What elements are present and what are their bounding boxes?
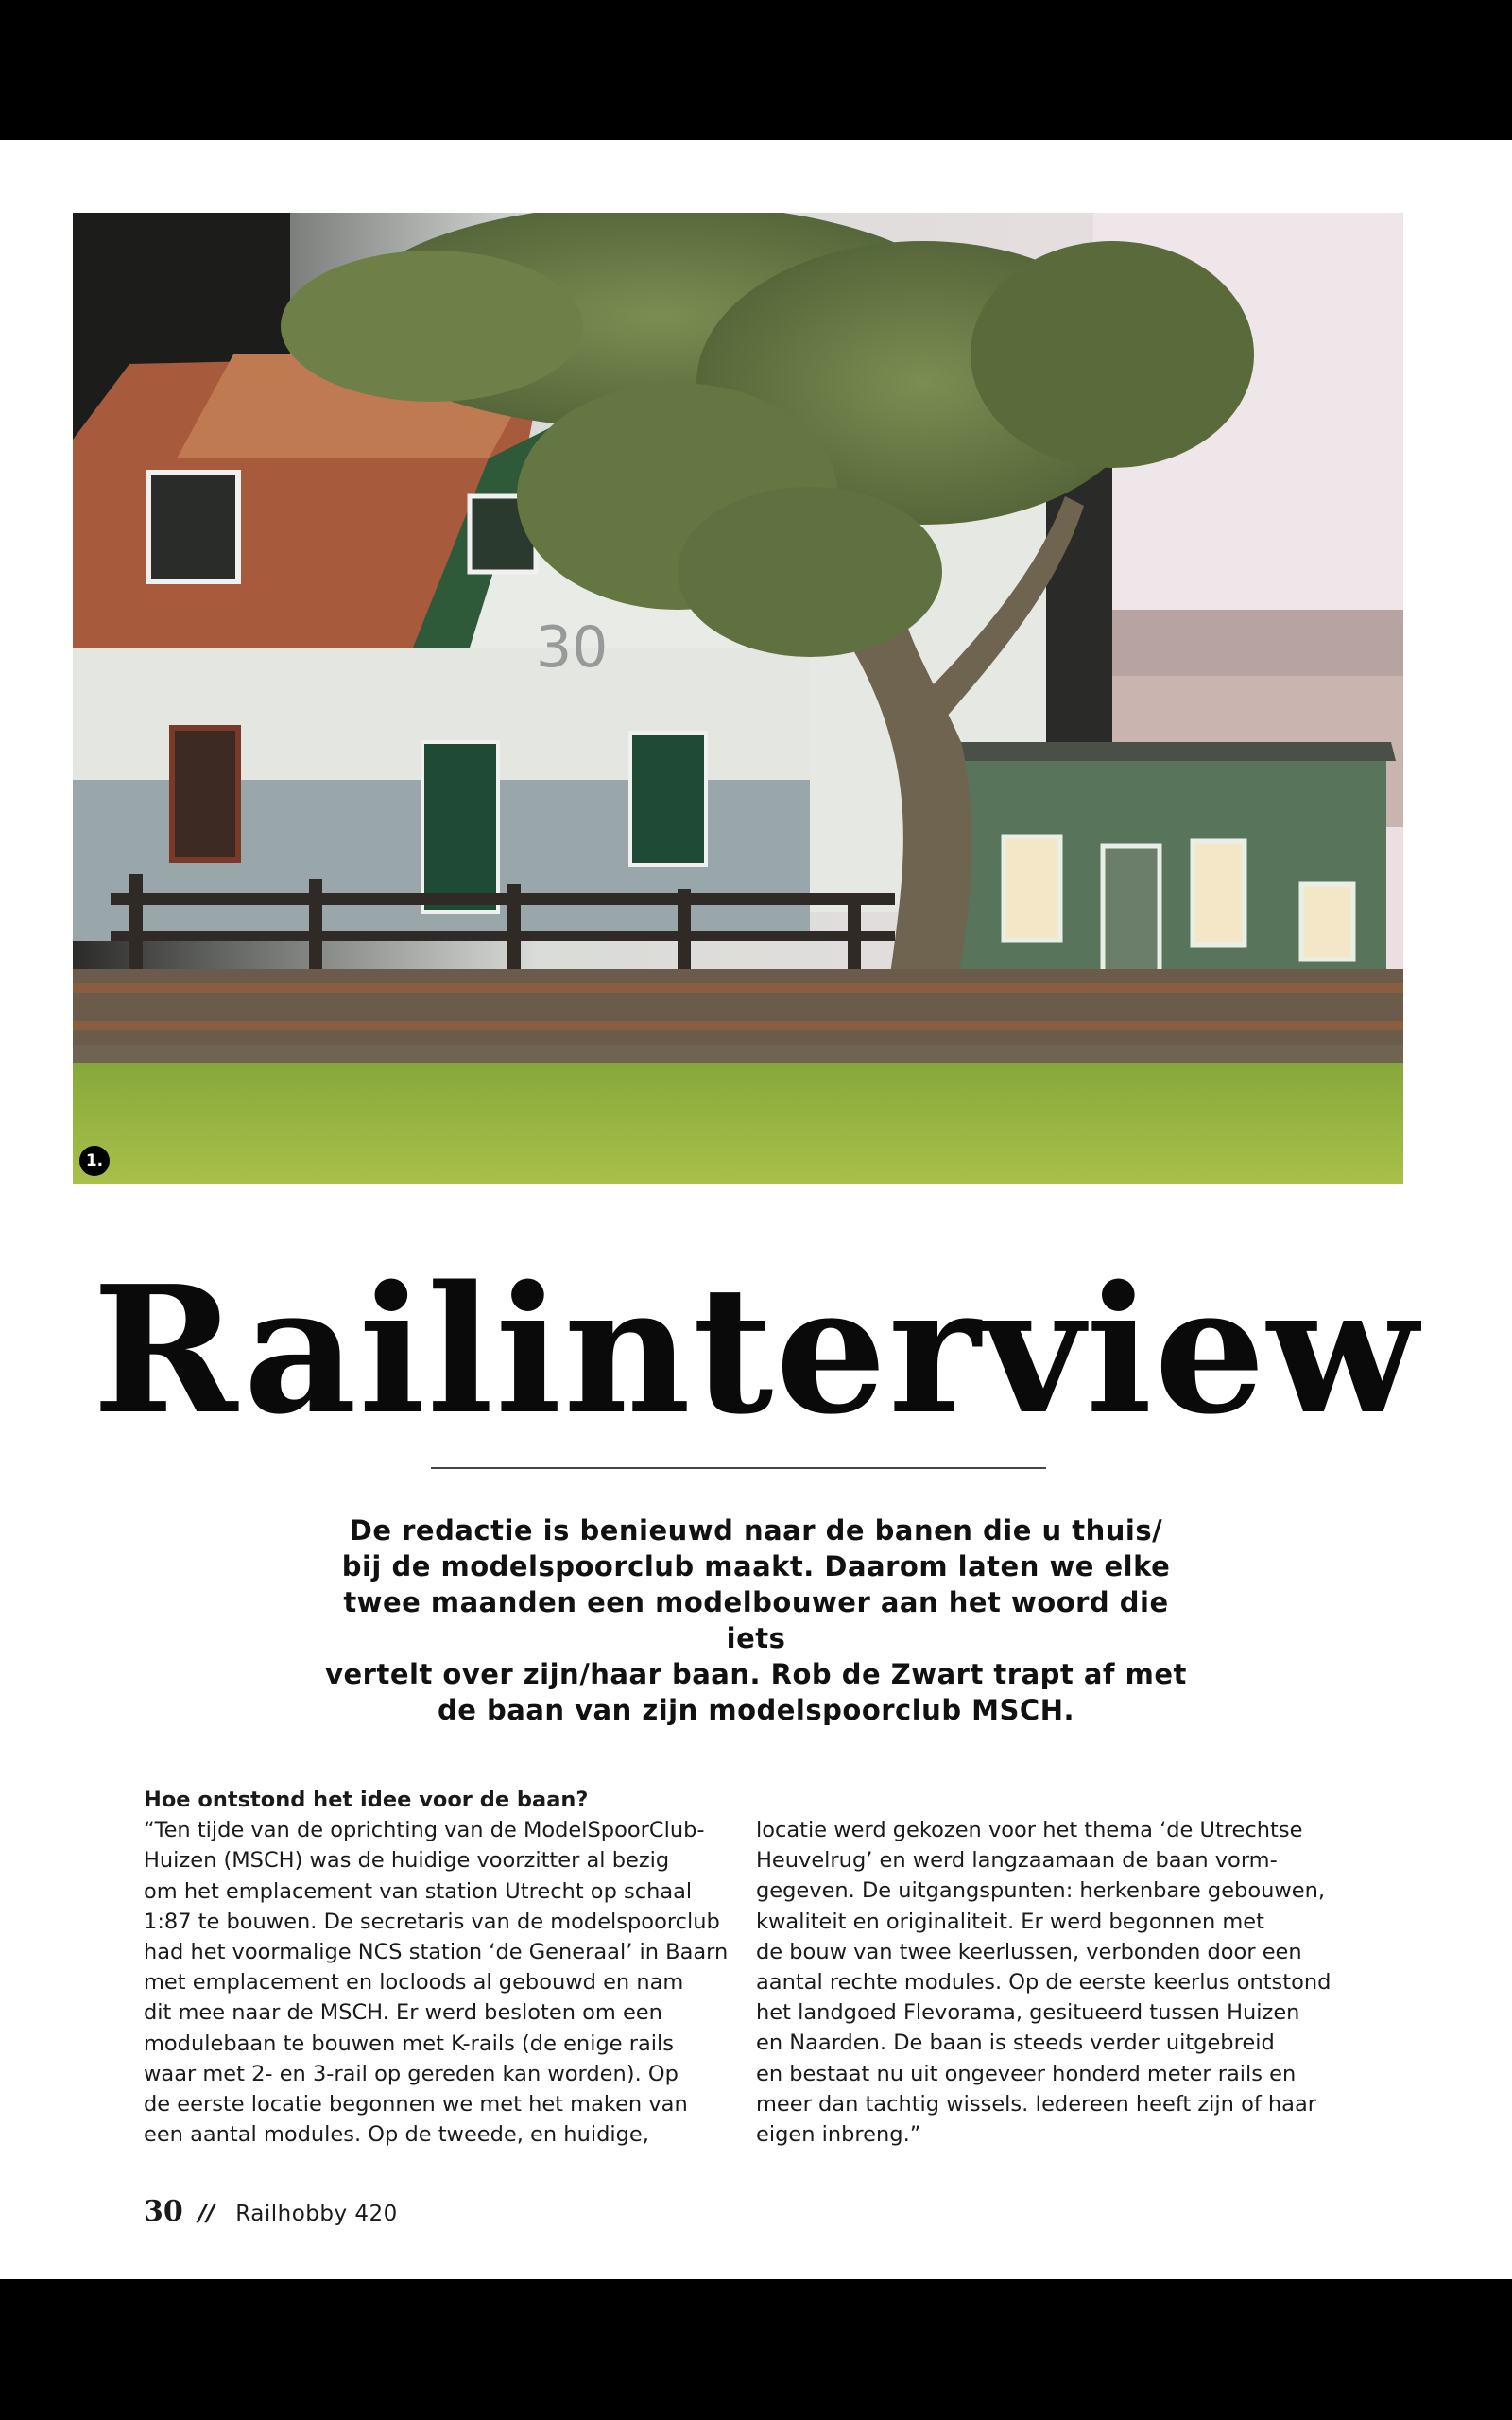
page-footer	[144, 2195, 398, 2229]
footer-separator: //	[198, 2200, 215, 2226]
intro-line: vertelt over zijn/haar baan. Rob de Zwart trapt af met	[325, 1658, 1187, 1690]
body-line: eigen inbreng.”	[756, 2122, 921, 2148]
body-line: om het emplacement van station Utrecht op schaal	[144, 1878, 693, 1904]
body-line: de bouw van twee keerlussen, verbonden door een	[756, 1939, 1302, 1964]
top-black-bar	[0, 0, 1512, 140]
intro-line: twee maanden een modelbouwer aan het woord die iets	[343, 1586, 1169, 1654]
title-divider	[431, 1467, 1046, 1469]
article-title: Railinterview	[92, 1247, 1420, 1453]
house-number-text: 30	[536, 614, 609, 681]
body-line: locatie werd gekozen voor het thema ‘de Utrechtse	[756, 1818, 1303, 1842]
body-line: met emplacement en locloods al gebouwd en nam	[144, 1970, 684, 1996]
body-line: modulebaan te bouwen met K-rails (de enige rails	[144, 2031, 674, 2056]
bottom-black-bar	[0, 2279, 1512, 2420]
interview-question: Hoe ontstond het idee voor de baan?	[144, 1788, 589, 1812]
body-line: meer dan tachtig wissels. Iedereen heeft zijn of haar	[756, 2091, 1317, 2117]
body-line: Heuvelrug’ en werd langzaamaan de baan vorm-	[756, 1848, 1278, 1874]
intro-paragraph	[312, 1512, 1200, 1728]
body-line: en bestaat nu uit ongeveer honderd meter rails en	[756, 2061, 1297, 2086]
body-line: en Naarden. De baan is steeds verder uitgebreid	[756, 2031, 1275, 2056]
body-column-left	[144, 1785, 730, 2150]
body-line: aantal rechte modules. Op de eerste keerlus ontstond	[756, 1970, 1332, 1996]
body-line: dit mee naar de MSCH. Er werd besloten om een	[144, 2000, 662, 2026]
photo-number-badge: 1.	[79, 1146, 110, 1176]
body-line: kwaliteit en originaliteit. Er werd begonnen met	[756, 1909, 1264, 1934]
body-line: had het voormalige NCS station ‘de Generaal’ in Baarn	[144, 1940, 729, 1965]
intro-line: De redactie is benieuwd naar de banen die u thuis/	[349, 1514, 1163, 1547]
model-railway-scene	[73, 213, 1403, 1184]
body-line: Huizen (MSCH) was de huidige voorzitter al bezig	[144, 1848, 670, 1874]
intro-line: de baan van zijn modelspoorclub MSCH.	[437, 1694, 1074, 1726]
body-line: de eerste locatie begonnen we met het maken van	[144, 2092, 688, 2118]
body-line: gegeven. De uitgangspunten: herkenbare gebouwen,	[756, 1878, 1326, 1904]
page-number: 30	[144, 2195, 183, 2228]
body-column-right	[756, 1815, 1342, 2150]
body-line: het landgoed Flevorama, gesitueerd tussen Huizen	[756, 2000, 1300, 2026]
body-line: waar met 2- en 3-rail op gereden kan worden). Op	[144, 2061, 679, 2086]
body-line: “Ten tijde van de oprichting van de ModelSpoorClub-	[144, 1818, 705, 1843]
body-line: 1:87 te bouwen. De secretaris van de modelspoorclub	[144, 1909, 720, 1934]
intro-line: bij de modelspoorclub maakt. Daarom laten we elke	[341, 1550, 1171, 1582]
magazine-issue: Railhobby 420	[235, 2202, 398, 2226]
article-photo	[73, 213, 1403, 1184]
body-line: een aantal modules. Op de tweede, en huidige,	[144, 2122, 649, 2148]
